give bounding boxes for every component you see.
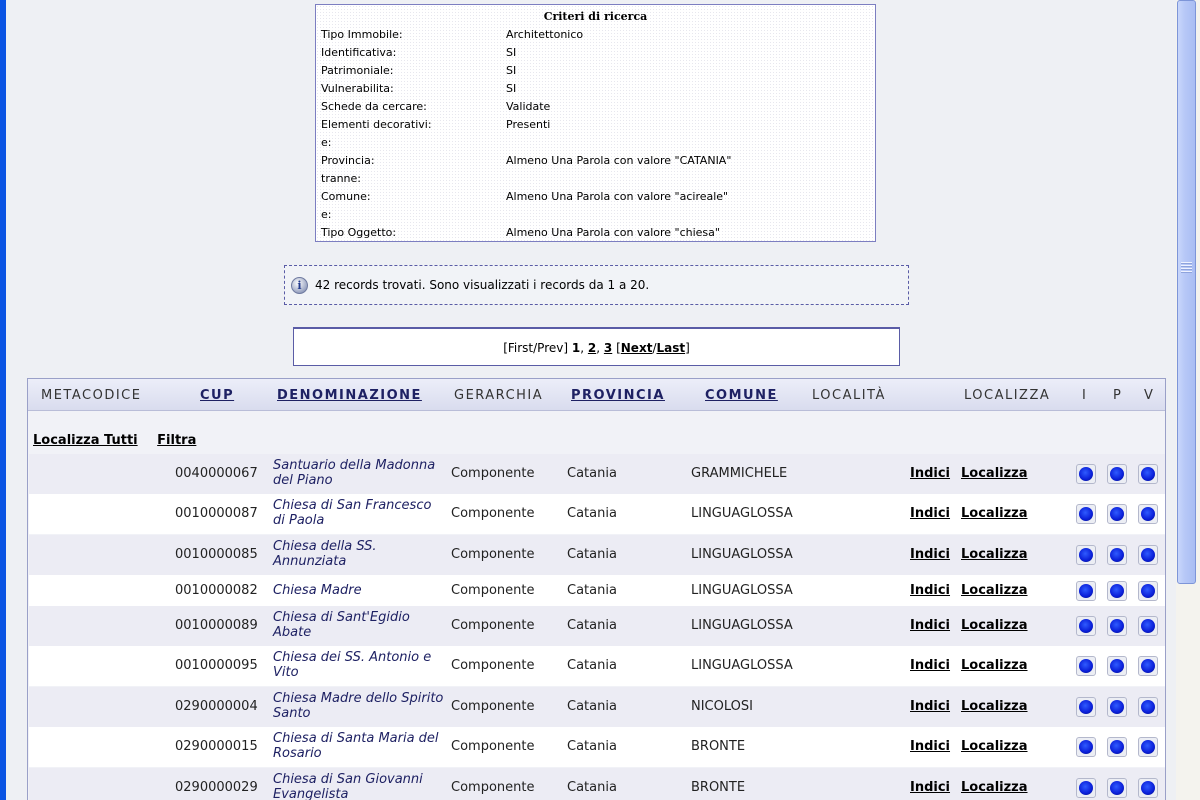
localizza-link[interactable]: Localizza bbox=[961, 739, 1028, 754]
criteria-value: Validate bbox=[506, 100, 551, 113]
localizza-link[interactable]: Localizza bbox=[961, 466, 1028, 481]
denominazione-cell: Chiesa di San Francesco di Paola bbox=[273, 498, 432, 528]
filtra-link[interactable]: Filtra bbox=[157, 433, 197, 448]
v-record-icon[interactable] bbox=[1138, 737, 1158, 757]
comune-cell: LINGUAGLOSSA bbox=[691, 658, 793, 673]
cup-cell: 0290000004 bbox=[175, 699, 258, 714]
gerarchia-cell: Componente bbox=[451, 658, 535, 673]
denominazione-cell: Chiesa Madre dello Spirito Santo bbox=[273, 691, 444, 721]
pagination-links bbox=[294, 341, 899, 355]
v-record-icon[interactable] bbox=[1138, 616, 1158, 636]
p-record-icon[interactable] bbox=[1107, 697, 1127, 717]
localizza-link[interactable]: Localizza bbox=[961, 618, 1028, 633]
pager-page-3-link[interactable]: 3 bbox=[603, 341, 613, 355]
header-p: P bbox=[1113, 388, 1123, 403]
header-v: V bbox=[1144, 388, 1155, 403]
header-localita: LOCALITÀ bbox=[812, 388, 886, 403]
comune-cell: LINGUAGLOSSA bbox=[691, 583, 793, 598]
gerarchia-cell: Componente bbox=[451, 739, 535, 754]
header-metacodice: METACODICE bbox=[41, 388, 142, 403]
v-record-icon[interactable] bbox=[1138, 581, 1158, 601]
table-header-row bbox=[28, 379, 1165, 411]
criteria-value: SI bbox=[506, 82, 517, 95]
indici-link[interactable]: Indici bbox=[910, 739, 951, 754]
provincia-cell: Catania bbox=[567, 699, 617, 714]
denominazione-cell: Chiesa Madre bbox=[273, 583, 362, 598]
i-record-icon[interactable] bbox=[1076, 545, 1096, 565]
gerarchia-cell: Componente bbox=[451, 618, 535, 633]
i-record-icon[interactable] bbox=[1076, 737, 1096, 757]
criteria-label: Tipo Immobile: bbox=[321, 28, 403, 41]
p-record-icon[interactable] bbox=[1107, 504, 1127, 524]
provincia-cell: Catania bbox=[567, 618, 617, 633]
v-record-icon[interactable] bbox=[1138, 464, 1158, 484]
table-row bbox=[29, 687, 1165, 727]
localizza-tutti-link[interactable]: Localizza Tutti bbox=[33, 433, 138, 448]
pager-last-link[interactable]: Last bbox=[656, 341, 686, 355]
pager-next-link[interactable]: Next bbox=[620, 341, 653, 355]
localizza-link[interactable]: Localizza bbox=[961, 780, 1028, 795]
provincia-cell: Catania bbox=[567, 658, 617, 673]
criteria-label: Comune: bbox=[321, 190, 371, 203]
search-criteria-panel bbox=[315, 4, 876, 242]
gerarchia-cell: Componente bbox=[451, 466, 535, 481]
criteria-title: Criteri di ricerca bbox=[543, 10, 648, 23]
criteria-label: Patrimoniale: bbox=[321, 64, 394, 77]
comune-cell: BRONTE bbox=[691, 739, 746, 754]
denominazione-cell: Chiesa di Sant'Egidio Abate bbox=[273, 610, 410, 640]
i-record-icon[interactable] bbox=[1076, 504, 1096, 524]
pager-separator: , bbox=[596, 341, 601, 355]
comune-cell: LINGUAGLOSSA bbox=[691, 618, 793, 633]
gerarchia-cell: Componente bbox=[451, 780, 535, 795]
i-record-icon[interactable] bbox=[1076, 697, 1096, 717]
cup-cell: 0010000087 bbox=[175, 506, 258, 521]
info-icon: i bbox=[291, 277, 308, 294]
localizza-link[interactable]: Localizza bbox=[961, 583, 1028, 598]
p-record-icon[interactable] bbox=[1107, 656, 1127, 676]
criteria-value: Almeno Una Parola con valore "CATANIA" bbox=[506, 154, 732, 167]
pager-bracket: [ bbox=[616, 341, 621, 355]
comune-cell: LINGUAGLOSSA bbox=[691, 547, 793, 562]
criteria-value: SI bbox=[506, 64, 517, 77]
gerarchia-cell: Componente bbox=[451, 699, 535, 714]
table-row bbox=[29, 494, 1165, 534]
localizza-link[interactable]: Localizza bbox=[961, 699, 1028, 714]
pager-current-page: 1 bbox=[571, 341, 581, 355]
table-row bbox=[29, 646, 1165, 686]
table-row bbox=[29, 575, 1165, 606]
p-record-icon[interactable] bbox=[1107, 464, 1127, 484]
header-cup-sort-link[interactable]: CUP bbox=[200, 388, 235, 403]
v-record-icon[interactable] bbox=[1138, 545, 1158, 565]
comune-cell: BRONTE bbox=[691, 780, 746, 795]
pager-bracket: ] bbox=[685, 341, 690, 355]
localizza-link[interactable]: Localizza bbox=[961, 658, 1028, 673]
scrollbar-thumb[interactable] bbox=[1177, 0, 1196, 584]
p-record-icon[interactable] bbox=[1107, 581, 1127, 601]
i-record-icon[interactable] bbox=[1076, 581, 1096, 601]
provincia-cell: Catania bbox=[567, 583, 617, 598]
header-localizza: LOCALIZZA bbox=[964, 388, 1051, 403]
criteria-label: tranne: bbox=[321, 172, 361, 185]
criteria-label: Vulnerabilita: bbox=[321, 82, 394, 95]
denominazione-cell: Santuario della Madonna del Piano bbox=[273, 458, 436, 488]
header-provincia-sort-link[interactable]: PROVINCIA bbox=[571, 388, 665, 403]
comune-cell: NICOLOSI bbox=[691, 699, 753, 714]
provincia-cell: Catania bbox=[567, 466, 617, 481]
indici-link[interactable]: Indici bbox=[910, 466, 951, 481]
criteria-value: Almeno Una Parola con valore "chiesa" bbox=[506, 226, 720, 239]
criteria-value: SI bbox=[506, 46, 517, 59]
pager-slash: / bbox=[652, 341, 657, 355]
indici-link[interactable]: Indici bbox=[910, 506, 951, 521]
v-record-icon[interactable] bbox=[1138, 656, 1158, 676]
header-denominazione-sort-link[interactable]: DENOMINAZIONE bbox=[277, 388, 422, 403]
indici-link[interactable]: Indici bbox=[910, 547, 951, 562]
provincia-cell: Catania bbox=[567, 547, 617, 562]
header-gerarchia: GERARCHIA bbox=[454, 388, 544, 403]
provincia-cell: Catania bbox=[567, 780, 617, 795]
pager-separator: , bbox=[580, 341, 585, 355]
i-record-icon[interactable] bbox=[1076, 464, 1096, 484]
table-row bbox=[29, 768, 1165, 800]
cup-cell: 0290000029 bbox=[175, 780, 258, 795]
cup-cell: 0010000082 bbox=[175, 583, 258, 598]
table-row bbox=[29, 535, 1165, 575]
i-record-icon[interactable] bbox=[1076, 778, 1096, 798]
p-record-icon[interactable] bbox=[1107, 737, 1127, 757]
table-row bbox=[29, 454, 1165, 494]
results-table bbox=[27, 378, 1166, 800]
p-record-icon[interactable] bbox=[1107, 545, 1127, 565]
pagination-bar bbox=[293, 327, 900, 366]
i-record-icon[interactable] bbox=[1076, 616, 1096, 636]
denominazione-cell: Chiesa di Santa Maria del Rosario bbox=[273, 731, 439, 761]
indici-link[interactable]: Indici bbox=[910, 658, 951, 673]
criteria-label: Identificativa: bbox=[321, 46, 397, 59]
v-record-icon[interactable] bbox=[1138, 504, 1158, 524]
criteria-label: e: bbox=[321, 208, 332, 221]
cup-cell: 0010000085 bbox=[175, 547, 258, 562]
p-record-icon[interactable] bbox=[1107, 616, 1127, 636]
pager-first-prev: [First/Prev] bbox=[503, 341, 569, 355]
header-i: I bbox=[1082, 388, 1088, 403]
indici-link[interactable]: Indici bbox=[910, 583, 951, 598]
pager-page-2-link[interactable]: 2 bbox=[587, 341, 597, 355]
cup-cell: 0040000067 bbox=[175, 466, 258, 481]
gerarchia-cell: Componente bbox=[451, 506, 535, 521]
cup-cell: 0010000089 bbox=[175, 618, 258, 633]
records-count-text: 42 records trovati. Sono visualizzati i records da 1 a 20. bbox=[315, 278, 650, 292]
criteria-value: Architettonico bbox=[506, 28, 584, 41]
cup-cell: 0010000095 bbox=[175, 658, 258, 673]
scrollbar-grip-icon bbox=[1181, 262, 1192, 274]
criteria-value: Almeno Una Parola con valore "acireale" bbox=[506, 190, 729, 203]
criteria-label: Tipo Oggetto: bbox=[321, 226, 397, 239]
criteria-label: Schede da cercare: bbox=[321, 100, 427, 113]
comune-cell: LINGUAGLOSSA bbox=[691, 506, 793, 521]
indici-link[interactable]: Indici bbox=[910, 618, 951, 633]
provincia-cell: Catania bbox=[567, 506, 617, 521]
denominazione-cell: Chiesa di San Giovanni Evangelista bbox=[273, 772, 423, 800]
gerarchia-cell: Componente bbox=[451, 547, 535, 562]
denominazione-cell: Chiesa della SS. Annunziata bbox=[273, 539, 377, 569]
page-content bbox=[6, 0, 1176, 800]
cup-cell: 0290000015 bbox=[175, 739, 258, 754]
localizza-link[interactable]: Localizza bbox=[961, 506, 1028, 521]
indici-link[interactable]: Indici bbox=[910, 699, 951, 714]
criteria-value: Presenti bbox=[506, 118, 551, 131]
p-record-icon[interactable] bbox=[1107, 778, 1127, 798]
header-comune-sort-link[interactable]: COMUNE bbox=[705, 388, 778, 403]
criteria-label: Provincia: bbox=[321, 154, 375, 167]
gerarchia-cell: Componente bbox=[451, 583, 535, 598]
localizza-link[interactable]: Localizza bbox=[961, 547, 1028, 562]
criteria-label: e: bbox=[321, 136, 332, 149]
indici-link[interactable]: Indici bbox=[910, 780, 951, 795]
info-message-box bbox=[284, 265, 909, 305]
v-record-icon[interactable] bbox=[1138, 778, 1158, 798]
i-record-icon[interactable] bbox=[1076, 656, 1096, 676]
denominazione-cell: Chiesa dei SS. Antonio e Vito bbox=[273, 650, 432, 680]
comune-cell: GRAMMICHELE bbox=[691, 466, 788, 481]
v-record-icon[interactable] bbox=[1138, 697, 1158, 717]
provincia-cell: Catania bbox=[567, 739, 617, 754]
table-actions bbox=[33, 433, 211, 448]
criteria-label: Elementi decorativi: bbox=[321, 118, 432, 131]
table-row bbox=[29, 727, 1165, 767]
table-row bbox=[29, 606, 1165, 646]
